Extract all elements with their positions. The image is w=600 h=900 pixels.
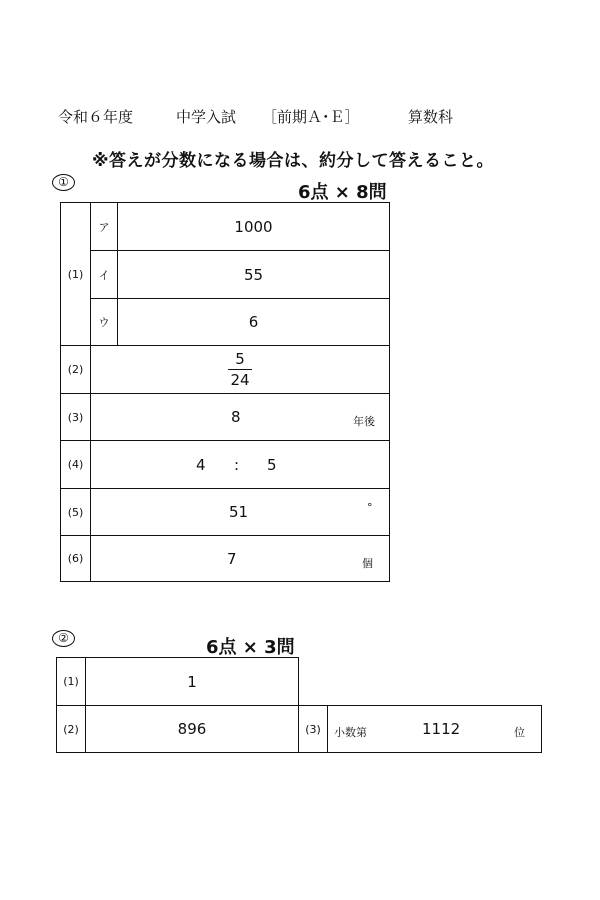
q4-separator: : [234, 456, 240, 474]
q5-unit: ° [367, 501, 373, 514]
s2-q1-answer-cell [85, 657, 299, 706]
q1-label-cell [60, 202, 91, 346]
exam-type: 中学入試 [176, 108, 237, 126]
section2-number: ② [52, 630, 75, 647]
s2-q3-answer: 1112 [422, 720, 461, 738]
q4-right: 5 [267, 456, 277, 474]
q1c-label: ウ [98, 316, 110, 329]
q1c-answer-cell [117, 298, 390, 346]
exam-session: ［前期Ａ･Ｅ］ [262, 108, 360, 126]
q1b-answer: 55 [243, 265, 264, 284]
s2-q1-label-cell [56, 657, 86, 706]
section1-answer-grid [60, 202, 390, 582]
q1b-answer-cell [117, 250, 390, 299]
section1-points: 6点 × 8問 [298, 182, 387, 203]
q6-answer: 7 [227, 550, 237, 568]
q1a-answer: 1000 [234, 217, 273, 236]
q5-label: (5) [67, 505, 84, 519]
s2-q3-unit: 位 [514, 726, 525, 739]
q1c-label-cell [90, 298, 118, 346]
q2-label-cell [60, 345, 91, 394]
q1a-label: ア [98, 220, 110, 234]
s2-q2-answer-cell [85, 705, 299, 753]
q3-unit: 年後 [353, 415, 375, 428]
q3-label-cell [60, 393, 91, 441]
s2-q2-answer: 896 [177, 720, 207, 738]
q2-denominator: 24 [230, 371, 250, 389]
exam-subject: 算数科 [408, 108, 454, 126]
s2-q1-label: (1) [63, 675, 79, 688]
q1b-label: イ [98, 268, 110, 282]
s2-q2-label: (2) [63, 722, 79, 736]
q1a-label-cell [90, 202, 118, 251]
q1-label: (1) [67, 267, 84, 281]
q3-answer: 8 [231, 408, 241, 426]
q5-answer: 51 [229, 503, 249, 521]
q2-fraction [228, 350, 252, 389]
s2-q1-answer: 1 [187, 672, 197, 691]
section2-answer-grid [56, 657, 542, 753]
section2-points: 6点 × 3問 [206, 637, 295, 658]
q2-numerator: 5 [235, 350, 245, 368]
q4-answer-cell [90, 440, 390, 489]
q4-left: 4 [196, 456, 206, 474]
section1-number: ① [52, 174, 75, 191]
q6-label-cell [60, 535, 91, 582]
q6-unit: 個 [362, 557, 373, 570]
s2-q3-prefix: 小数第 [334, 726, 367, 739]
q1b-label-cell [90, 250, 118, 299]
q3-answer-cell [90, 393, 390, 441]
q4-label-cell [60, 440, 91, 489]
q4-label: (4) [67, 458, 84, 471]
q5-answer-cell [90, 488, 390, 536]
s2-q3-label-cell [298, 705, 328, 753]
q6-label: (6) [67, 552, 84, 565]
exam-year: 令和６年度 [58, 108, 134, 126]
s2-q3-label: (3) [305, 722, 321, 736]
q5-label-cell [60, 488, 91, 536]
q1c-answer: 6 [248, 313, 259, 331]
fraction-bar [228, 369, 252, 370]
q2-answer-cell [90, 345, 390, 394]
q6-answer-cell [90, 535, 390, 582]
q1a-answer-cell [117, 202, 390, 251]
q3-label: (3) [67, 410, 84, 424]
q2-label: (2) [67, 363, 84, 376]
fraction-notice: ※答えが分数になる場合は、約分して答えること。 [92, 151, 495, 171]
s2-q3-answer-cell [327, 705, 542, 753]
s2-q2-label-cell [56, 705, 86, 753]
